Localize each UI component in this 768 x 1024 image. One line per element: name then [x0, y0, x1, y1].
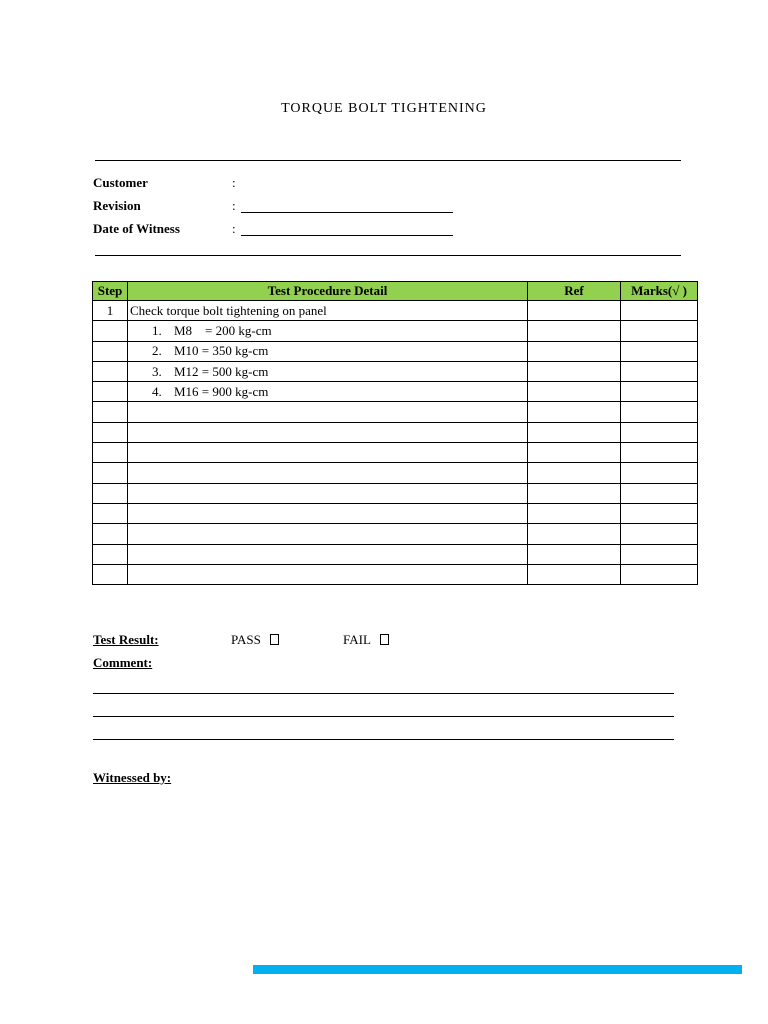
step-cell	[93, 402, 128, 422]
table-row	[93, 483, 698, 503]
marks-cell[interactable]	[621, 361, 698, 381]
marks-cell[interactable]	[621, 544, 698, 564]
table-row	[93, 341, 698, 361]
ref-cell[interactable]	[528, 524, 621, 544]
marks-cell[interactable]	[621, 321, 698, 341]
ref-cell[interactable]	[528, 402, 621, 422]
detail-cell: Check torque bolt tightening on panel	[128, 301, 528, 321]
detail-cell	[128, 382, 528, 402]
detail-cell[interactable]	[128, 483, 528, 503]
detail-cell[interactable]	[128, 503, 528, 523]
table-row	[93, 422, 698, 442]
step-cell	[93, 483, 128, 503]
item-text: M10 = 350 kg-cm	[174, 343, 269, 359]
marks-cell[interactable]	[621, 382, 698, 402]
detail-cell	[128, 361, 528, 381]
step-cell	[93, 321, 128, 341]
table-row	[93, 301, 698, 321]
ref-cell[interactable]	[528, 422, 621, 442]
detail-cell[interactable]	[128, 544, 528, 564]
pass-checkbox[interactable]	[270, 634, 279, 645]
item-number: 1.	[152, 322, 162, 338]
marks-cell[interactable]	[621, 422, 698, 442]
revision-colon: :	[232, 198, 236, 213]
comment-label: Comment:	[93, 655, 153, 670]
comment-line[interactable]	[93, 693, 674, 694]
marks-cell[interactable]	[621, 503, 698, 523]
step-cell	[93, 564, 128, 584]
marks-cell[interactable]	[621, 564, 698, 584]
table-row	[93, 463, 698, 483]
marks-cell[interactable]	[621, 463, 698, 483]
table-row	[93, 503, 698, 523]
detail-cell[interactable]	[128, 443, 528, 463]
comment-line[interactable]	[93, 716, 674, 717]
customer-label: Customer	[93, 175, 148, 190]
date-of-witness-field[interactable]	[241, 222, 453, 236]
witnessed-by-label: Witnessed by:	[93, 770, 172, 785]
pass-label: PASS	[231, 632, 261, 647]
header-step: Step	[93, 282, 128, 301]
marks-cell[interactable]	[621, 402, 698, 422]
table-row	[93, 321, 698, 341]
item-text: M16 = 900 kg-cm	[174, 383, 269, 399]
document-title: TORQUE BOLT TIGHTENING	[281, 101, 487, 116]
revision-label: Revision	[93, 198, 141, 213]
step-cell	[93, 544, 128, 564]
detail-cell[interactable]	[128, 564, 528, 584]
step-cell	[93, 382, 128, 402]
test-procedure-table	[92, 281, 698, 585]
ref-cell[interactable]	[528, 341, 621, 361]
divider-mid	[95, 255, 681, 256]
fail-label: FAIL	[343, 632, 371, 647]
fail-checkbox[interactable]	[380, 634, 389, 645]
item-number: 4.	[152, 383, 162, 399]
marks-cell[interactable]	[621, 443, 698, 463]
ref-cell[interactable]	[528, 503, 621, 523]
step-cell	[93, 503, 128, 523]
table-row	[93, 402, 698, 422]
detail-cell[interactable]	[128, 524, 528, 544]
marks-cell[interactable]	[621, 483, 698, 503]
marks-cell[interactable]	[621, 341, 698, 361]
detail-cell[interactable]	[128, 463, 528, 483]
header-ref: Ref	[528, 282, 621, 301]
pass-option[interactable]	[231, 632, 279, 648]
table-row	[93, 544, 698, 564]
table-row	[93, 564, 698, 584]
revision-field[interactable]	[241, 199, 453, 213]
step-cell	[93, 422, 128, 442]
step-cell	[93, 443, 128, 463]
fail-option[interactable]	[343, 632, 389, 648]
item-text: M8 = 200 kg-cm	[174, 322, 272, 338]
date-of-witness-label: Date of Witness	[93, 221, 180, 236]
ref-cell[interactable]	[528, 321, 621, 341]
detail-cell	[128, 321, 528, 341]
marks-cell[interactable]	[621, 301, 698, 321]
ref-cell[interactable]	[528, 382, 621, 402]
ref-cell[interactable]	[528, 361, 621, 381]
table-row	[93, 382, 698, 402]
marks-cell[interactable]	[621, 524, 698, 544]
detail-cell	[128, 341, 528, 361]
step-cell	[93, 361, 128, 381]
ref-cell[interactable]	[528, 544, 621, 564]
item-number: 2.	[152, 343, 162, 359]
ref-cell[interactable]	[528, 564, 621, 584]
step-cell	[93, 524, 128, 544]
item-number: 3.	[152, 363, 162, 379]
detail-cell[interactable]	[128, 402, 528, 422]
ref-cell[interactable]	[528, 443, 621, 463]
test-result-label: Test Result:	[93, 632, 159, 647]
step-cell	[93, 463, 128, 483]
step-cell	[93, 341, 128, 361]
footer-accent-bar	[253, 965, 742, 974]
ref-cell[interactable]	[528, 463, 621, 483]
table-row	[93, 524, 698, 544]
item-text: M12 = 500 kg-cm	[174, 363, 269, 379]
step-cell: 1	[93, 301, 128, 321]
comment-line[interactable]	[93, 739, 674, 740]
date-of-witness-colon: :	[232, 221, 236, 236]
header-detail: Test Procedure Detail	[128, 282, 528, 301]
customer-colon: :	[232, 175, 236, 190]
ref-cell[interactable]	[528, 483, 621, 503]
table-row	[93, 361, 698, 381]
table-header-row	[93, 282, 698, 301]
divider-top	[95, 160, 681, 161]
ref-cell[interactable]	[528, 301, 621, 321]
detail-cell[interactable]	[128, 422, 528, 442]
header-marks: Marks(√ )	[621, 282, 698, 301]
table-row	[93, 443, 698, 463]
